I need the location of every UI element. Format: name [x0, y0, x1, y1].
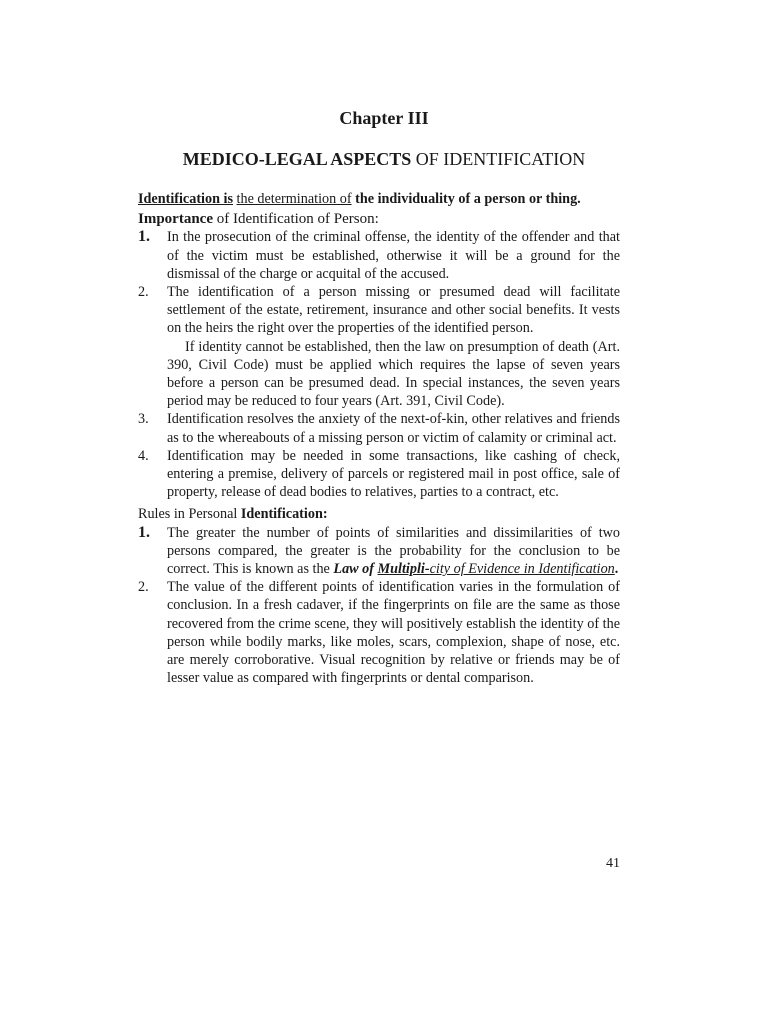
item-number: 2. [138, 579, 149, 596]
item-number: 1. [138, 228, 150, 246]
list-item [138, 283, 620, 338]
definition-paragraph [138, 190, 620, 208]
chapter-heading: Chapter III [339, 108, 429, 128]
rules-heading-plain: Rules in Personal [138, 506, 238, 523]
law-label: Law of [333, 561, 374, 578]
item-text: The value of the different points of identification varies in the formulation of conclusion. In a fresh cadaver, if the fingerprints on file are the same as those recovered from the crime scene, they will positively establish the identity of the person while bodily marks, like moles, scars, complexion, shape of nose, etc. are merely corroborative. Visual recognition by relative or friends may be of lesser value as compared with fingerprints or dental comparison. [167, 579, 620, 687]
law-end: . [614, 561, 619, 578]
definition-tail: the individuality of a person or thing. [355, 191, 581, 207]
law-name-rest: city of Evidence in Identification [429, 561, 615, 578]
rules-list [138, 524, 620, 688]
item-text: Identification resolves the anxiety of the next-of-kin, other relatives and friends as to the whereabouts of a missing person or victim of calamity or criminal act. [167, 411, 620, 446]
importance-list [138, 228, 620, 501]
law-name-part: Multipli- [377, 561, 430, 578]
presumption-paragraph: If identity cannot be established, then the law on presumption of death (Art. 390, Civil Code) must be applied which requires the lapse of seven years before a person can be presumed dead. In special instances, the seven years period may be reduced to four years (Art. 391, Civil Code). [167, 338, 620, 410]
item-text: The identification of a person missing or presumed dead will facilitate settlement of the estate, retirement, insurance and other social benefits. It vests on the heirs the right over the properties of the identified person. [167, 284, 620, 337]
definition-lead: Identification is [138, 191, 233, 207]
list-item [138, 228, 620, 283]
chapter-title [0, 149, 768, 170]
item-text: The greater the number of points of similarities and dissimilarities of two persons compared, the greater is the probability for the conclusion to be correct. This is known as the [167, 524, 620, 578]
list-item [138, 447, 620, 502]
page-number: 41 [606, 856, 620, 871]
importance-heading-bold: Importance [138, 211, 213, 228]
rules-heading [138, 505, 620, 523]
item-number: 4. [138, 447, 149, 464]
title-rest-part: OF IDENTIFICATION [415, 149, 586, 169]
list-item [138, 524, 620, 579]
rules-heading-bold: Identification: [240, 506, 328, 523]
list-item [138, 410, 620, 446]
list-item [138, 578, 620, 687]
importance-heading [138, 210, 620, 228]
item-number: 1. [138, 523, 150, 541]
title-bold-part: MEDICO-LEGAL ASPECTS [182, 149, 412, 169]
body-text [138, 190, 620, 687]
definition-mid: the determination of [236, 191, 352, 207]
item-text: In the prosecution of the criminal offense, the identity of the offender and that of the victim must be established, otherwise it will be a ground for the dismissal of the charge or acquital of the accused. [167, 229, 620, 282]
item-number: 2. [138, 284, 149, 301]
item-text: Identification may be needed in some transactions, like cashing of check, entering a premise, delivery of parcels or registered mail in post office, sale of property, release of dead bodies to relatives, parties to a contract, etc. [167, 447, 620, 501]
importance-heading-rest: of Identification of Person: [216, 211, 379, 228]
item-number: 3. [138, 411, 149, 428]
